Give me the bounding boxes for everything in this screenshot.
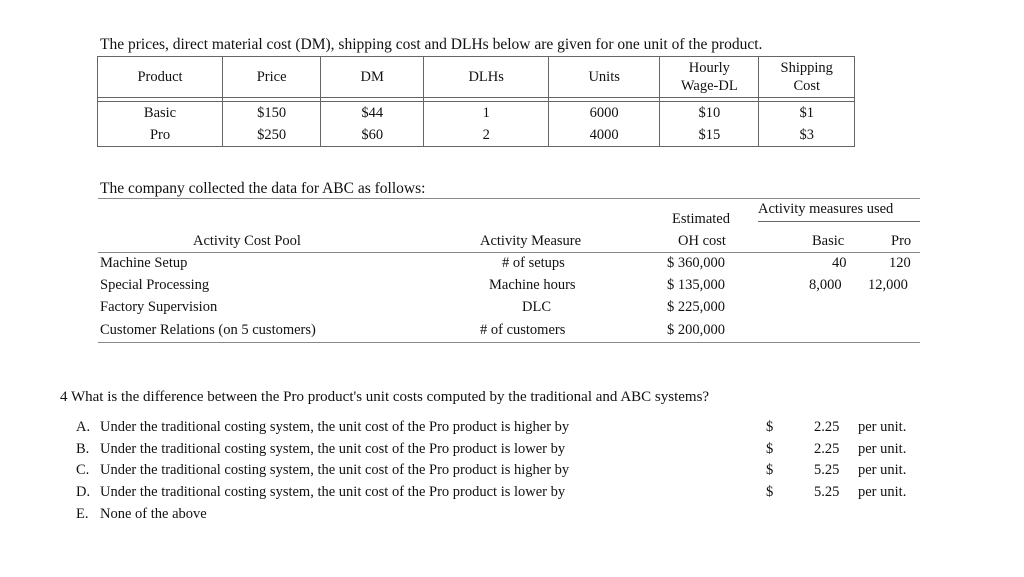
cost-cell: $ 225,000: [667, 299, 725, 315]
option-e-letter: E.: [76, 506, 89, 522]
pool-cell: Customer Relations (on 5 customers): [100, 322, 316, 338]
header-dlhs: DLHs: [424, 57, 549, 98]
option-b-unit: per unit.: [858, 441, 907, 457]
cell-wage: $10: [660, 102, 759, 125]
abc-intro: The company collected the data for ABC as follows:: [100, 180, 426, 197]
option-c-dollar: $: [766, 462, 774, 478]
product-table: [97, 56, 855, 147]
option-c-text[interactable]: Under the traditional costing system, the unit cost of the Pro product is higher by: [100, 462, 570, 478]
cost-cell: $ 360,000: [667, 255, 725, 271]
cell-dm: $44: [321, 102, 424, 125]
option-a-amount: 2.25: [814, 419, 840, 435]
cell-product: Pro: [98, 124, 223, 147]
option-d-amount: 5.25: [814, 484, 840, 500]
cost-cell: $ 200,000: [667, 322, 725, 338]
option-d-letter: D.: [76, 484, 91, 500]
pro-cell: 120: [889, 255, 911, 271]
option-a-text[interactable]: Under the traditional costing system, the unit cost of the Pro product is higher by: [100, 419, 570, 435]
product-table-header-row: [98, 57, 855, 98]
pool-cell: Machine Setup: [100, 255, 188, 271]
header-pool: Activity Cost Pool: [193, 233, 301, 249]
cell-product: Basic: [98, 102, 223, 125]
pool-cell: Special Processing: [100, 277, 210, 293]
header-product: Product: [98, 57, 223, 98]
abc-top-rule: [98, 198, 920, 199]
option-a-unit: per unit.: [858, 419, 907, 435]
header-basic: Basic: [812, 233, 845, 249]
cost-cell: $ 135,000: [667, 277, 725, 293]
header-units: Units: [549, 57, 660, 98]
measure-cell: DLC: [522, 299, 551, 315]
option-b-amount: 2.25: [814, 441, 840, 457]
header-hourly-wage: Hourly Wage-DL: [660, 57, 759, 98]
header-oh-cost: OH cost: [678, 233, 726, 249]
option-c-letter: C.: [76, 462, 90, 478]
cell-shipping: $1: [759, 102, 855, 125]
header-estimated: Estimated: [672, 211, 730, 227]
option-c-unit: per unit.: [858, 462, 907, 478]
option-c-amount: 5.25: [814, 462, 840, 478]
cell-dlhs: 2: [424, 124, 549, 147]
cell-wage: $15: [660, 124, 759, 147]
option-b-dollar: $: [766, 441, 774, 457]
cell-shipping: $3: [759, 124, 855, 147]
table-row: [98, 102, 855, 125]
option-a-dollar: $: [766, 419, 774, 435]
basic-cell: 40: [832, 255, 847, 271]
header-price: Price: [223, 57, 321, 98]
option-b-letter: B.: [76, 441, 90, 457]
measure-cell: # of setups: [502, 255, 565, 271]
measure-cell: # of customers: [480, 322, 566, 338]
option-d-text[interactable]: Under the traditional costing system, the unit cost of the Pro product is lower by: [100, 484, 566, 500]
abc-bottom-rule: [98, 342, 920, 343]
products-intro: The prices, direct material cost (DM), shipping cost and DLHs below are given for one unit of the product.: [100, 36, 763, 53]
header-shipping-cost: Shipping Cost: [759, 57, 855, 98]
measure-cell: Machine hours: [489, 277, 576, 293]
pro-cell: 12,000: [868, 277, 908, 293]
cell-units: 4000: [549, 124, 660, 147]
pool-cell: Factory Supervision: [100, 299, 218, 315]
option-d-dollar: $: [766, 484, 774, 500]
option-d-unit: per unit.: [858, 484, 907, 500]
cell-price: $150: [223, 102, 321, 125]
activity-measures-underline: [758, 221, 920, 222]
cell-price: $250: [223, 124, 321, 147]
header-activity-measures-used: Activity measures used: [758, 201, 894, 217]
abc-header-rule: [98, 252, 920, 253]
option-a-letter: A.: [76, 419, 91, 435]
cell-dm: $60: [321, 124, 424, 147]
option-e-text[interactable]: None of the above: [100, 506, 207, 522]
header-dm: DM: [321, 57, 424, 98]
option-b-text[interactable]: Under the traditional costing system, the unit cost of the Pro product is lower by: [100, 441, 566, 457]
question-text: 4 What is the difference between the Pro product's unit costs computed by the traditional and ABC systems?: [60, 389, 710, 405]
header-measure: Activity Measure: [480, 233, 582, 249]
table-row: [98, 124, 855, 147]
cell-dlhs: 1: [424, 102, 549, 125]
basic-cell: 8,000: [809, 277, 842, 293]
cell-units: 6000: [549, 102, 660, 125]
header-pro: Pro: [891, 233, 912, 249]
